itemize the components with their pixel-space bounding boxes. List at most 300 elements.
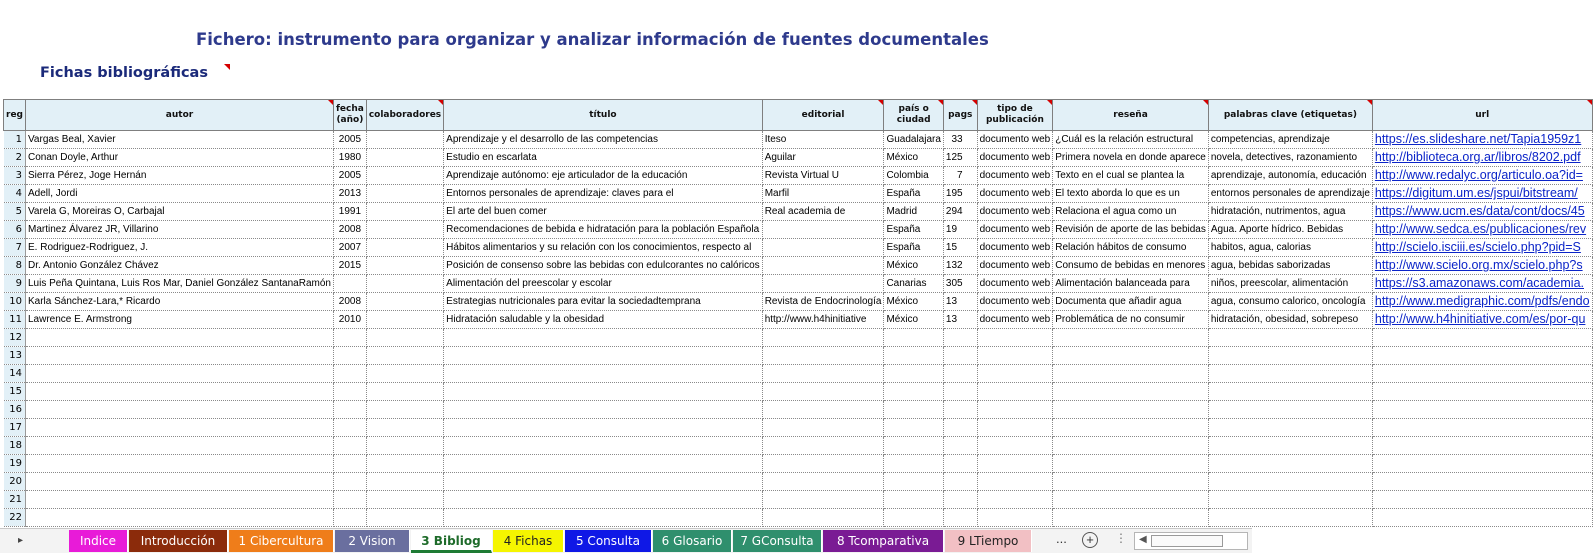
empty-cell[interactable] — [943, 329, 977, 347]
author-cell[interactable]: Adell, Jordi — [26, 185, 334, 203]
empty-cell[interactable] — [1208, 473, 1372, 491]
author-cell[interactable]: Vargas Beal, Xavier — [26, 131, 334, 149]
sheet-tab[interactable]: 6 Glosario — [653, 530, 732, 552]
table-row — [4, 167, 1593, 185]
url-link[interactable]: http://biblioteca.org.ar/libros/8202.pdf — [1372, 149, 1592, 167]
sheet-tab[interactable]: Indice — [69, 530, 128, 552]
empty-cell[interactable] — [884, 329, 943, 347]
empty-cell[interactable] — [1053, 383, 1209, 401]
row-number[interactable]: 16 — [4, 401, 26, 419]
empty-cell[interactable] — [1372, 437, 1592, 455]
pages-cell[interactable]: 15 — [943, 239, 977, 257]
empty-cell[interactable] — [444, 473, 763, 491]
publisher-cell[interactable] — [762, 257, 884, 275]
title-cell[interactable]: Estrategias nutricionales para evitar la sociedadtemprana — [444, 293, 763, 311]
empty-cell[interactable] — [444, 455, 763, 473]
empty-cell[interactable] — [884, 419, 943, 437]
type-cell[interactable]: documento web — [977, 257, 1053, 275]
publisher-cell[interactable]: Real academia de — [762, 203, 884, 221]
table-row — [4, 239, 1593, 257]
empty-cell[interactable] — [1053, 455, 1209, 473]
empty-cell[interactable] — [1372, 419, 1592, 437]
author-cell[interactable]: Varela G, Moreiras O, Carbajal — [26, 203, 334, 221]
date-cell[interactable]: 2010 — [333, 311, 366, 329]
publisher-cell[interactable] — [762, 275, 884, 293]
empty-cell[interactable] — [26, 509, 334, 527]
empty-cell[interactable] — [762, 401, 884, 419]
sheet-tab[interactable]: 3 Bibliog — [411, 530, 492, 553]
row-number[interactable]: 4 — [4, 185, 26, 203]
empty-cell[interactable] — [366, 347, 443, 365]
url-link[interactable]: http://www.redalyc.org/articulo.oa?id= — [1372, 167, 1592, 185]
empty-cell[interactable] — [943, 455, 977, 473]
empty-cell[interactable] — [884, 491, 943, 509]
title-cell[interactable]: Hábitos alimentarios y su relación con los conocimientos, respecto al — [444, 239, 763, 257]
title-cell[interactable]: Estudio en escarlata — [444, 149, 763, 167]
empty-cell[interactable] — [1208, 401, 1372, 419]
review-cell[interactable]: ¿Cuál es la relación estructural — [1053, 131, 1209, 149]
header-row — [4, 100, 1593, 131]
empty-cell[interactable] — [333, 491, 366, 509]
sheet-tab[interactable]: Introducción — [129, 530, 228, 552]
row-number[interactable]: 12 — [4, 329, 26, 347]
column-header[interactable]: reg — [4, 100, 26, 131]
row-number[interactable]: 17 — [4, 419, 26, 437]
empty-cell[interactable] — [366, 473, 443, 491]
empty-cell[interactable] — [943, 401, 977, 419]
empty-cell[interactable] — [1372, 401, 1592, 419]
chevron-left-icon[interactable]: ◀ — [1139, 534, 1147, 545]
empty-cell[interactable] — [762, 383, 884, 401]
row-number[interactable]: 20 — [4, 473, 26, 491]
collaborators-cell[interactable] — [366, 221, 443, 239]
table-row — [4, 131, 1593, 149]
empty-cell[interactable] — [943, 437, 977, 455]
row-number[interactable]: 1 — [4, 131, 26, 149]
url-link[interactable]: https://s3.amazonaws.com/academia. — [1372, 275, 1592, 293]
publisher-cell[interactable]: Marfil — [762, 185, 884, 203]
url-link[interactable]: https://www.ucm.es/data/cont/docs/45 — [1372, 203, 1592, 221]
place-cell[interactable]: México — [884, 149, 943, 167]
keywords-cell[interactable]: hidratación, nutrimentos, agua — [1208, 203, 1372, 221]
date-cell[interactable] — [333, 275, 366, 293]
place-cell[interactable]: España — [884, 185, 943, 203]
url-link[interactable]: https://es.slideshare.net/Tapia1959z1 — [1372, 131, 1592, 149]
row-number[interactable]: 21 — [4, 491, 26, 509]
empty-cell[interactable] — [1208, 365, 1372, 383]
pages-cell[interactable]: 7 — [943, 167, 977, 185]
empty-cell[interactable] — [1053, 473, 1209, 491]
empty-cell[interactable] — [943, 365, 977, 383]
row-number[interactable]: 18 — [4, 437, 26, 455]
author-cell[interactable]: Dr. Antonio González Chávez — [26, 257, 334, 275]
empty-cell[interactable] — [1053, 491, 1209, 509]
empty-cell[interactable] — [1053, 509, 1209, 527]
table-row — [4, 419, 1593, 437]
empty-cell[interactable] — [1053, 419, 1209, 437]
review-cell[interactable]: Relaciona el agua como un — [1053, 203, 1209, 221]
author-cell[interactable]: Martinez Álvarez JR, Villarino — [26, 221, 334, 239]
empty-cell[interactable] — [1372, 473, 1592, 491]
publisher-cell[interactable] — [762, 221, 884, 239]
title-cell[interactable]: Posición de consenso sobre las bebidas con edulcorantes no calóricos — [444, 257, 763, 275]
row-number[interactable]: 19 — [4, 455, 26, 473]
date-cell[interactable]: 2008 — [333, 293, 366, 311]
empty-cell[interactable] — [977, 437, 1053, 455]
row-number[interactable]: 14 — [4, 365, 26, 383]
row-number[interactable]: 15 — [4, 383, 26, 401]
row-number[interactable]: 10 — [4, 293, 26, 311]
author-cell[interactable]: Conan Doyle, Arthur — [26, 149, 334, 167]
place-cell[interactable]: Madrid — [884, 203, 943, 221]
empty-cell[interactable] — [333, 347, 366, 365]
pages-cell[interactable]: 294 — [943, 203, 977, 221]
type-cell[interactable]: documento web — [977, 131, 1053, 149]
keywords-cell[interactable]: competencias, aprendizaje — [1208, 131, 1372, 149]
empty-cell[interactable] — [366, 491, 443, 509]
row-number[interactable]: 6 — [4, 221, 26, 239]
url-link[interactable]: http://www.medigraphic.com/pdfs/endo — [1372, 293, 1592, 311]
pages-cell[interactable]: 13 — [943, 293, 977, 311]
empty-cell[interactable] — [762, 491, 884, 509]
empty-cell[interactable] — [366, 365, 443, 383]
review-cell[interactable]: Problemática de no consumir — [1053, 311, 1209, 329]
empty-cell[interactable] — [943, 347, 977, 365]
empty-cell[interactable] — [762, 347, 884, 365]
date-cell[interactable]: 2008 — [333, 221, 366, 239]
row-number[interactable]: 2 — [4, 149, 26, 167]
empty-cell[interactable] — [26, 491, 334, 509]
row-number[interactable]: 9 — [4, 275, 26, 293]
empty-cell[interactable] — [943, 419, 977, 437]
row-number[interactable]: 13 — [4, 347, 26, 365]
row-number[interactable]: 11 — [4, 311, 26, 329]
title-cell[interactable]: Aprendizaje autónomo: eje articulador de la educación — [444, 167, 763, 185]
empty-cell[interactable] — [943, 491, 977, 509]
type-cell[interactable]: documento web — [977, 167, 1053, 185]
publisher-cell[interactable]: Revista Virtual U — [762, 167, 884, 185]
empty-cell[interactable] — [444, 401, 763, 419]
empty-cell[interactable] — [762, 365, 884, 383]
collaborators-cell[interactable] — [366, 131, 443, 149]
place-cell[interactable]: Colombia — [884, 167, 943, 185]
title-cell[interactable]: Recomendaciones de bebida e hidratación para la población Española — [444, 221, 763, 239]
empty-cell[interactable] — [444, 365, 763, 383]
empty-cell[interactable] — [333, 437, 366, 455]
publisher-cell[interactable]: Aguilar — [762, 149, 884, 167]
date-cell[interactable]: 2007 — [333, 239, 366, 257]
date-cell[interactable]: 2005 — [333, 131, 366, 149]
column-header[interactable]: url — [1372, 100, 1592, 131]
empty-cell[interactable] — [444, 383, 763, 401]
date-cell[interactable]: 2013 — [333, 185, 366, 203]
empty-cell[interactable] — [26, 329, 334, 347]
title-cell[interactable]: Alimentación del preescolar y escolar — [444, 275, 763, 293]
empty-cell[interactable] — [977, 383, 1053, 401]
empty-cell[interactable] — [884, 383, 943, 401]
empty-cell[interactable] — [26, 401, 334, 419]
keywords-cell[interactable]: agua, bebidas saborizadas — [1208, 257, 1372, 275]
empty-cell[interactable] — [762, 437, 884, 455]
empty-cell[interactable] — [884, 437, 943, 455]
empty-cell[interactable] — [1372, 365, 1592, 383]
review-cell[interactable]: Consumo de bebidas en menores — [1053, 257, 1209, 275]
publisher-cell[interactable]: http://www.h4hinitiative — [762, 311, 884, 329]
review-cell[interactable]: Relación hábitos de consumo — [1053, 239, 1209, 257]
pages-cell[interactable]: 125 — [943, 149, 977, 167]
date-cell[interactable]: 1980 — [333, 149, 366, 167]
pages-cell[interactable]: 33 — [943, 131, 977, 149]
empty-cell[interactable] — [333, 329, 366, 347]
empty-cell[interactable] — [26, 419, 334, 437]
empty-cell[interactable] — [884, 509, 943, 527]
publisher-cell[interactable]: Iteso — [762, 131, 884, 149]
empty-cell[interactable] — [1372, 491, 1592, 509]
keywords-cell[interactable]: Agua. Aporte hídrico. Bebidas — [1208, 221, 1372, 239]
review-cell[interactable]: Revisión de aporte de las bebidas — [1053, 221, 1209, 239]
author-cell[interactable]: Karla Sánchez-Lara,* Ricardo — [26, 293, 334, 311]
place-cell[interactable]: México — [884, 311, 943, 329]
empty-cell[interactable] — [977, 401, 1053, 419]
author-cell[interactable]: Sierra Pérez, Joge Hernán — [26, 167, 334, 185]
horizontal-scrollbar[interactable] — [1134, 532, 1248, 550]
vertical-dots-icon[interactable]: ⋮ — [1115, 531, 1127, 545]
type-cell[interactable]: documento web — [977, 311, 1053, 329]
sheet-tab[interactable]: 2 Vision — [335, 530, 410, 552]
empty-cell[interactable] — [26, 347, 334, 365]
collaborators-cell[interactable] — [366, 257, 443, 275]
empty-cell[interactable] — [366, 509, 443, 527]
empty-cell[interactable] — [1208, 509, 1372, 527]
keywords-cell[interactable]: aprendizaje, autonomía, educación — [1208, 167, 1372, 185]
date-cell[interactable]: 2015 — [333, 257, 366, 275]
place-cell[interactable]: Canarias — [884, 275, 943, 293]
column-header[interactable]: título — [444, 100, 763, 131]
empty-cell[interactable] — [1208, 329, 1372, 347]
empty-cell[interactable] — [366, 455, 443, 473]
keywords-cell[interactable]: hidratación, obesidad, sobrepeso — [1208, 311, 1372, 329]
empty-cell[interactable] — [977, 329, 1053, 347]
column-header[interactable]: reseña — [1053, 100, 1209, 131]
place-cell[interactable]: México — [884, 293, 943, 311]
empty-cell[interactable] — [1053, 365, 1209, 383]
empty-cell[interactable] — [762, 329, 884, 347]
empty-cell[interactable] — [884, 347, 943, 365]
type-cell[interactable]: documento web — [977, 203, 1053, 221]
pages-cell[interactable]: 132 — [943, 257, 977, 275]
sheet-tab[interactable]: 1 Cibercultura — [229, 530, 334, 552]
column-header[interactable]: pags — [943, 100, 977, 131]
empty-cell[interactable] — [884, 401, 943, 419]
empty-cell[interactable] — [1053, 401, 1209, 419]
column-header[interactable]: tipo de publicación — [977, 100, 1053, 131]
empty-cell[interactable] — [943, 473, 977, 491]
empty-cell[interactable] — [1208, 437, 1372, 455]
empty-cell[interactable] — [1208, 347, 1372, 365]
pages-cell[interactable]: 13 — [943, 311, 977, 329]
row-number[interactable]: 3 — [4, 167, 26, 185]
collaborators-cell[interactable] — [366, 167, 443, 185]
more-tabs-button[interactable]: ... — [1056, 531, 1067, 546]
url-link[interactable]: http://www.sedca.es/publicaciones/rev — [1372, 221, 1592, 239]
add-sheet-icon[interactable]: + — [1082, 532, 1098, 548]
empty-cell[interactable] — [884, 455, 943, 473]
empty-cell[interactable] — [1053, 329, 1209, 347]
row-number[interactable]: 7 — [4, 239, 26, 257]
keywords-cell[interactable]: novela, detectives, razonamiento — [1208, 149, 1372, 167]
empty-cell[interactable] — [444, 509, 763, 527]
column-header[interactable]: colaboradores — [366, 100, 443, 131]
empty-cell[interactable] — [26, 365, 334, 383]
place-cell[interactable]: España — [884, 221, 943, 239]
review-cell[interactable]: Texto en el cual se plantea la — [1053, 167, 1209, 185]
review-cell[interactable]: Documenta que añadir agua — [1053, 293, 1209, 311]
url-link[interactable]: http://www.h4hinitiative.com/es/por-qu — [1372, 311, 1592, 329]
empty-cell[interactable] — [333, 473, 366, 491]
pages-cell[interactable]: 305 — [943, 275, 977, 293]
empty-cell[interactable] — [1372, 347, 1592, 365]
collaborators-cell[interactable] — [366, 185, 443, 203]
sheet-tab[interactable]: 5 Consulta — [565, 530, 652, 552]
empty-cell[interactable] — [977, 509, 1053, 527]
empty-cell[interactable] — [762, 419, 884, 437]
empty-cell[interactable] — [884, 365, 943, 383]
empty-cell[interactable] — [26, 473, 334, 491]
place-cell[interactable]: Guadalajara — [884, 131, 943, 149]
sheet-tab[interactable]: 7 GConsulta — [733, 530, 822, 552]
column-header[interactable]: editorial — [762, 100, 884, 131]
review-cell[interactable]: Alimentación balanceada para — [1053, 275, 1209, 293]
title-cell[interactable]: Entornos personales de aprendizaje: claves para el — [444, 185, 763, 203]
empty-cell[interactable] — [333, 401, 366, 419]
url-link[interactable]: https://digitum.um.es/jspui/bitstream/ — [1372, 185, 1592, 203]
url-link[interactable]: http://www.scielo.org.mx/scielo.php?s — [1372, 257, 1592, 275]
empty-cell[interactable] — [333, 419, 366, 437]
sheet-tab[interactable]: 9 LTiempo — [945, 530, 1032, 552]
empty-cell[interactable] — [1053, 437, 1209, 455]
triangle-right-icon[interactable]: ▸ — [18, 535, 24, 546]
type-cell[interactable]: documento web — [977, 293, 1053, 311]
empty-cell[interactable] — [1208, 455, 1372, 473]
title-cell[interactable]: Hidratación saludable y la obesidad — [444, 311, 763, 329]
column-header[interactable]: autor — [26, 100, 334, 131]
empty-cell[interactable] — [444, 437, 763, 455]
column-header[interactable]: fecha (año) — [333, 100, 366, 131]
pages-cell[interactable]: 19 — [943, 221, 977, 239]
sheet-tab[interactable]: 4 Fichas — [493, 530, 564, 552]
empty-cell[interactable] — [977, 419, 1053, 437]
empty-cell[interactable] — [1053, 347, 1209, 365]
type-cell[interactable]: documento web — [977, 185, 1053, 203]
publisher-cell[interactable]: Revista de Endocrinología — [762, 293, 884, 311]
row-number[interactable]: 8 — [4, 257, 26, 275]
row-number[interactable]: 5 — [4, 203, 26, 221]
empty-cell[interactable] — [366, 437, 443, 455]
review-cell[interactable]: Primera novela en donde aparece — [1053, 149, 1209, 167]
collaborators-cell[interactable] — [366, 311, 443, 329]
place-cell[interactable]: México — [884, 257, 943, 275]
empty-cell[interactable] — [1208, 383, 1372, 401]
empty-cell[interactable] — [366, 329, 443, 347]
empty-cell[interactable] — [762, 473, 884, 491]
empty-cell[interactable] — [26, 437, 334, 455]
collaborators-cell[interactable] — [366, 149, 443, 167]
empty-cell[interactable] — [333, 455, 366, 473]
empty-cell[interactable] — [366, 419, 443, 437]
author-cell[interactable]: Lawrence E. Armstrong — [26, 311, 334, 329]
empty-cell[interactable] — [762, 509, 884, 527]
empty-cell[interactable] — [333, 365, 366, 383]
empty-cell[interactable] — [1372, 383, 1592, 401]
empty-cell[interactable] — [26, 455, 334, 473]
author-cell[interactable]: Luis Peña Quintana, Luis Ros Mar, Daniel González SantanaRamón — [26, 275, 334, 293]
collaborators-cell[interactable] — [366, 275, 443, 293]
empty-cell[interactable] — [444, 491, 763, 509]
empty-cell[interactable] — [977, 365, 1053, 383]
empty-cell[interactable] — [366, 383, 443, 401]
empty-cell[interactable] — [1372, 509, 1592, 527]
empty-cell[interactable] — [444, 347, 763, 365]
type-cell[interactable]: documento web — [977, 275, 1053, 293]
empty-cell[interactable] — [977, 491, 1053, 509]
keywords-cell[interactable]: agua, consumo calorico, oncología — [1208, 293, 1372, 311]
empty-cell[interactable] — [1372, 329, 1592, 347]
pages-cell[interactable]: 195 — [943, 185, 977, 203]
keywords-cell[interactable]: habitos, agua, calorias — [1208, 239, 1372, 257]
empty-cell[interactable] — [977, 473, 1053, 491]
collaborators-cell[interactable] — [366, 203, 443, 221]
empty-cell[interactable] — [977, 347, 1053, 365]
collaborators-cell[interactable] — [366, 293, 443, 311]
empty-cell[interactable] — [977, 455, 1053, 473]
type-cell[interactable]: documento web — [977, 221, 1053, 239]
date-cell[interactable]: 1991 — [333, 203, 366, 221]
url-link[interactable]: http://scielo.isciii.es/scielo.php?pid=S — [1372, 239, 1592, 257]
empty-cell[interactable] — [444, 419, 763, 437]
publisher-cell[interactable] — [762, 239, 884, 257]
empty-cell[interactable] — [444, 329, 763, 347]
title-cell[interactable]: Aprendizaje y el desarrollo de las competencias — [444, 131, 763, 149]
empty-cell[interactable] — [26, 383, 334, 401]
collaborators-cell[interactable] — [366, 239, 443, 257]
empty-cell[interactable] — [943, 383, 977, 401]
empty-cell[interactable] — [333, 383, 366, 401]
empty-cell[interactable] — [366, 401, 443, 419]
type-cell[interactable]: documento web — [977, 149, 1053, 167]
date-cell[interactable]: 2005 — [333, 167, 366, 185]
empty-cell[interactable] — [1208, 491, 1372, 509]
row-number[interactable]: 22 — [4, 509, 26, 527]
author-cell[interactable]: E. Rodriguez-Rodriguez, J. — [26, 239, 334, 257]
column-header[interactable]: palabras clave (etiquetas) — [1208, 100, 1372, 131]
empty-cell[interactable] — [1372, 455, 1592, 473]
empty-cell[interactable] — [884, 473, 943, 491]
empty-cell[interactable] — [333, 509, 366, 527]
column-header[interactable]: país o ciudad — [884, 100, 943, 131]
table-row — [4, 473, 1593, 491]
keywords-cell[interactable]: entornos personales de aprendizaje — [1208, 185, 1372, 203]
type-cell[interactable]: documento web — [977, 239, 1053, 257]
empty-cell[interactable] — [943, 509, 977, 527]
empty-cell[interactable] — [1208, 419, 1372, 437]
keywords-cell[interactable]: niños, preescolar, alimentación — [1208, 275, 1372, 293]
sheet-tab[interactable]: 8 Tcomparativa — [823, 530, 944, 552]
review-cell[interactable]: El texto aborda lo que es un — [1053, 185, 1209, 203]
title-cell[interactable]: El arte del buen comer — [444, 203, 763, 221]
scrollbar-thumb[interactable] — [1151, 535, 1223, 547]
empty-cell[interactable] — [762, 455, 884, 473]
place-cell[interactable]: España — [884, 239, 943, 257]
